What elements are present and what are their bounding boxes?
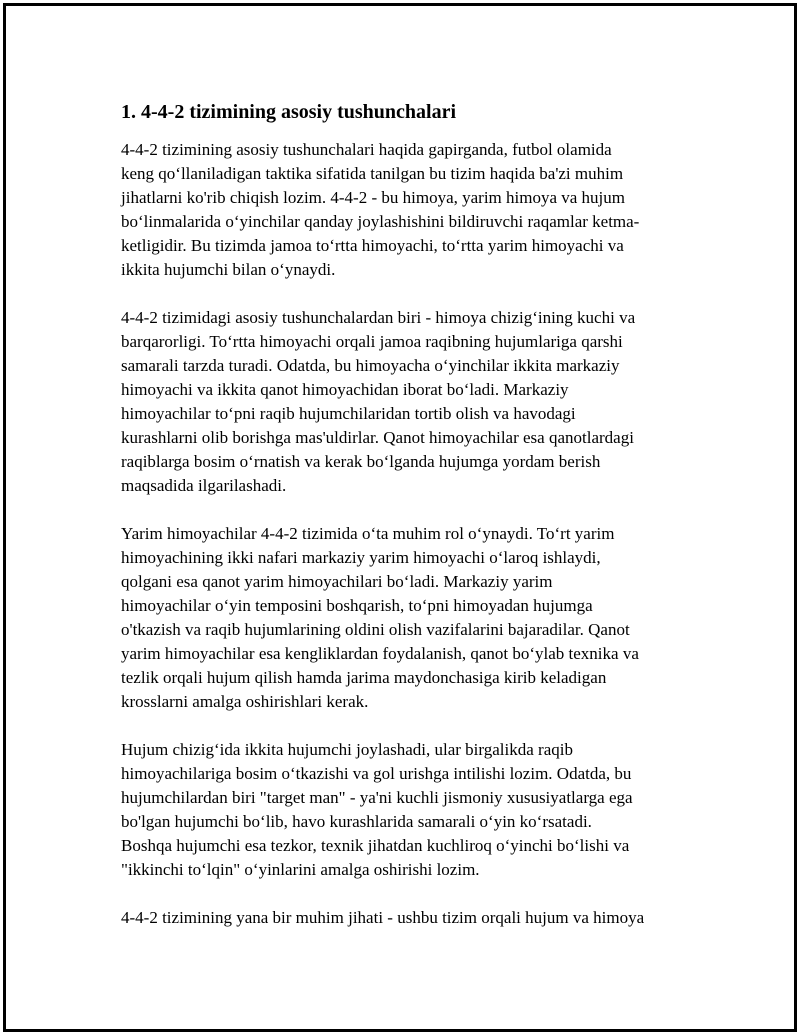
paragraph	[121, 138, 721, 282]
text-line: yarim himoyachilar esa kengliklardan foydalanish, qanot bo‘ylab texnika va	[121, 644, 639, 663]
paragraph	[121, 522, 721, 714]
text-line: keng qo‘llaniladigan taktika sifatida tanilgan bu tizim haqida ba'zi muhim	[121, 164, 624, 183]
text-line: 4-4-2 tizimidagi asosiy tushunchalardan biri - himoya chizig‘ining kuchi va	[121, 308, 636, 327]
text-line: Boshqa hujumchi esa tezkor, texnik jihatdan kuchliroq o‘yinchi bo‘lishi va	[121, 836, 630, 855]
text-line: maqsadida ilgarilashadi.	[121, 476, 287, 495]
text-line: o'tkazish va raqib hujumlarining oldini olish vazifalarini bajaradilar. Qanot	[121, 620, 630, 639]
document-body	[121, 100, 721, 954]
text-line: himoyachi va ikkita qanot himoyachidan iborat bo‘ladi. Markaziy	[121, 380, 569, 399]
text-line: qolgani esa qanot yarim himoyachilari bo‘ladi. Markaziy yarim	[121, 572, 553, 591]
text-line: raqiblarga bosim o‘rnatish va kerak bo‘lganda hujumga yordam berish	[121, 452, 601, 471]
text-line: 4-4-2 tizimining yana bir muhim jihati - ushbu tizim orqali hujum va himoya	[121, 908, 645, 927]
text-line: 4-4-2 tizimining asosiy tushunchalari haqida gapirganda, futbol olamida	[121, 140, 612, 159]
text-line: bo'lgan hujumchi bo‘lib, havo kurashlarida samarali o‘yin ko‘rsatadi.	[121, 812, 592, 831]
text-line: samarali tarzda turadi. Odatda, bu himoyacha o‘yinchilar ikkita markaziy	[121, 356, 620, 375]
paragraph	[121, 906, 721, 930]
section-heading: 1. 4-4-2 tizimining asosiy tushunchalari	[121, 101, 457, 123]
text-line: "ikkinchi to‘lqin" o‘yinlarini amalga oshirishi lozim.	[121, 860, 480, 879]
text-line: himoyachining ikki nafari markaziy yarim himoyachi o‘laroq ishlaydi,	[121, 548, 601, 567]
text-line: tezlik orqali hujum qilish hamda jarima maydonchasiga kirib keladigan	[121, 668, 607, 687]
text-line: himoyachilar to‘pni raqib hujumchilaridan tortib olish va havodagi	[121, 404, 576, 423]
text-line: krosslarni amalga oshirishlari kerak.	[121, 692, 369, 711]
text-line: Hujum chizig‘ida ikkita hujumchi joylashadi, ular birgalikda raqib	[121, 740, 573, 759]
text-line: himoyachilar o‘yin temposini boshqarish, to‘pni himoyadan hujumga	[121, 596, 593, 615]
text-line: himoyachilariga bosim o‘tkazishi va gol urishga intilishi lozim. Odatda, bu	[121, 764, 632, 783]
text-line: Yarim himoyachilar 4-4-2 tizimida o‘ta muhim rol o‘ynaydi. To‘rt yarim	[121, 524, 615, 543]
text-line: bo‘linmalarida o‘yinchilar qanday joylashishini bildiruvchi raqamlar ketma-	[121, 212, 640, 231]
text-line: jihatlarni ko'rib chiqish lozim. 4-4-2 - bu himoya, yarim himoya va hujum	[121, 188, 625, 207]
text-line: ketligidir. Bu tizimda jamoa to‘rtta himoyachi, to‘rtta yarim himoyachi va	[121, 236, 624, 255]
paragraph	[121, 738, 721, 882]
text-line: barqarorligi. To‘rtta himoyachi orqali jamoa raqibning hujumlariga qarshi	[121, 332, 623, 351]
paragraph	[121, 306, 721, 498]
page-frame	[3, 3, 797, 1032]
text-line: kurashlarni olib borishga mas'uldirlar. Qanot himoyachilar esa qanotlardagi	[121, 428, 634, 447]
text-line: hujumchilardan biri "target man" - ya'ni kuchli jismoniy xususiyatlarga ega	[121, 788, 633, 807]
text-line: ikkita hujumchi bilan o‘ynaydi.	[121, 260, 336, 279]
